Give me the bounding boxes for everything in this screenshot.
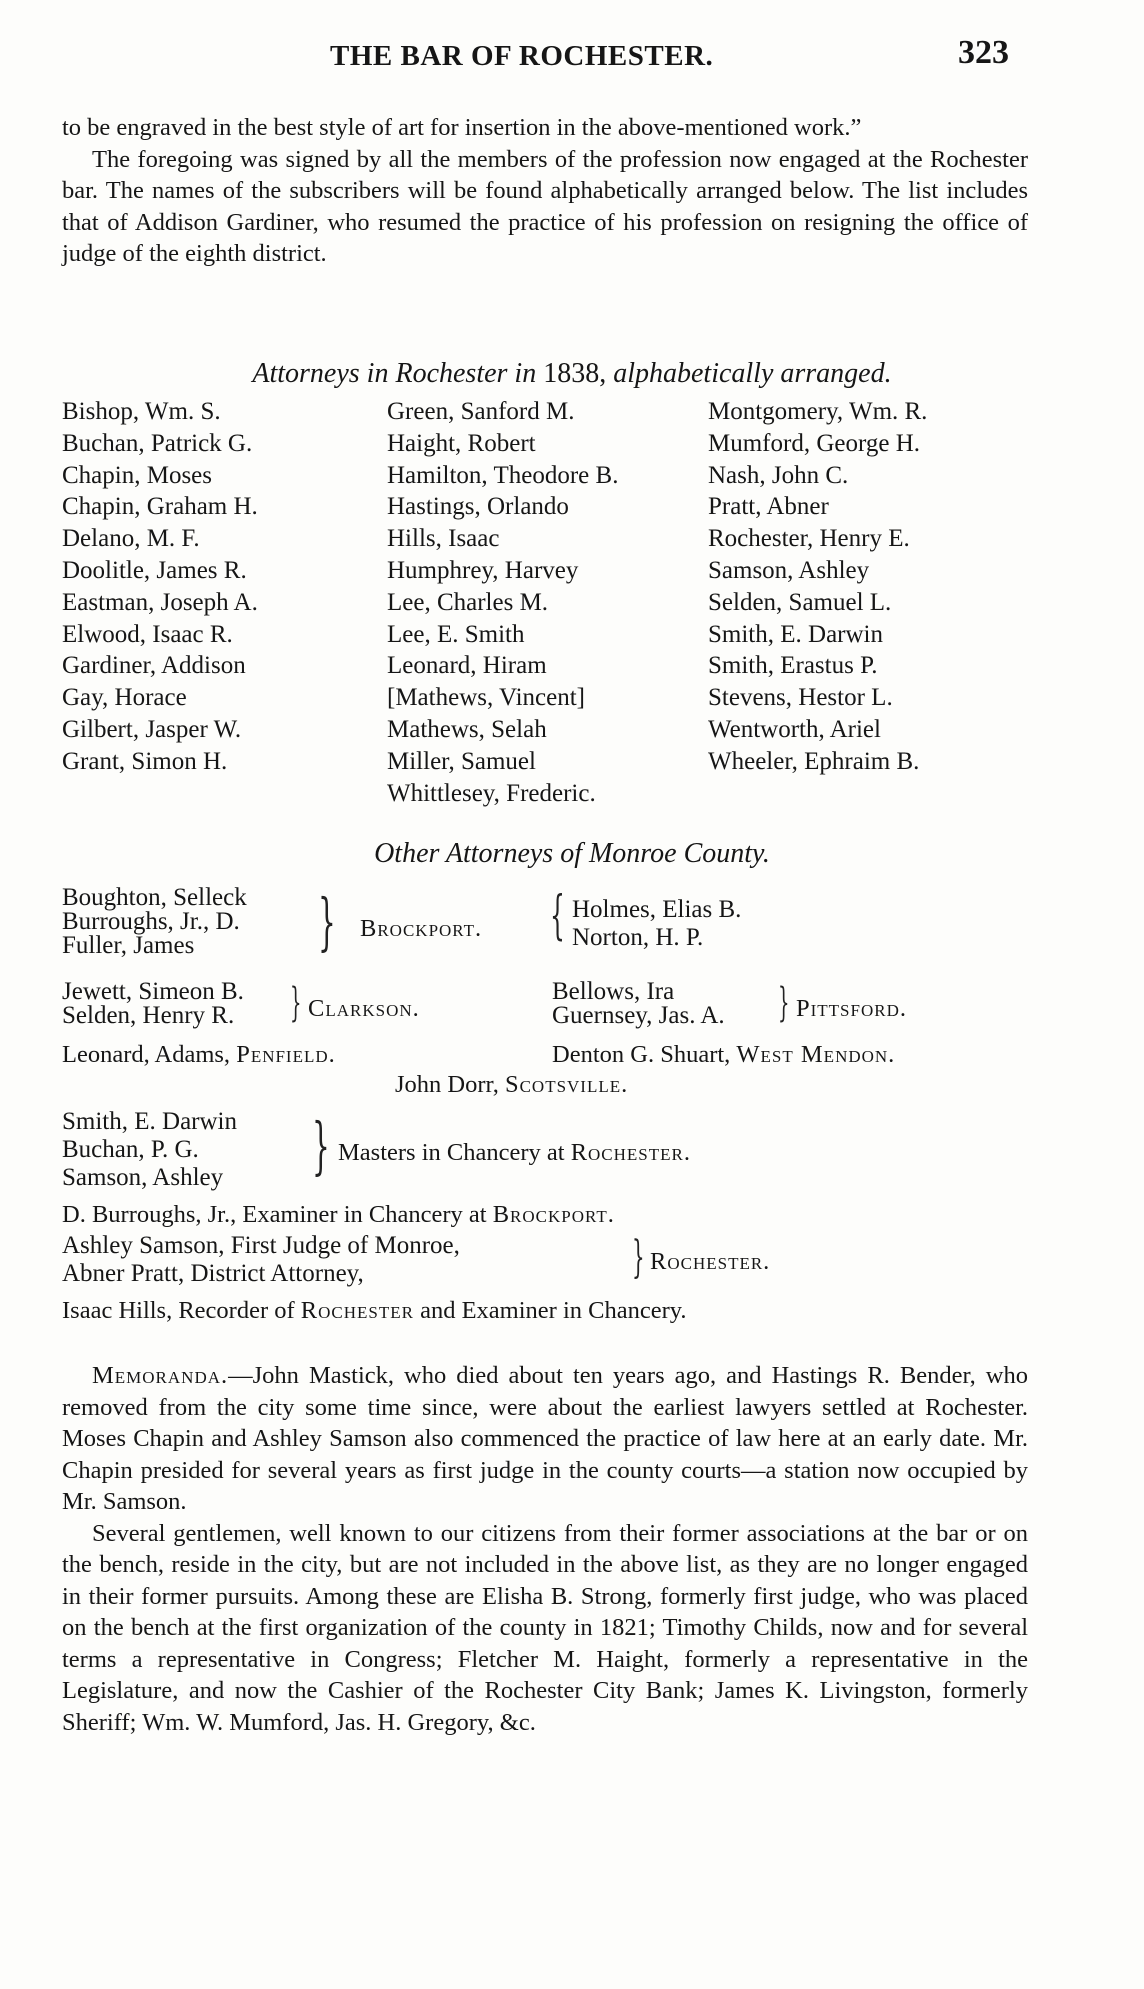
list-item: Mumford, George H. — [708, 429, 920, 457]
list-item: Gardiner, Addison — [62, 652, 246, 680]
list-item: Holmes, Elias B. — [572, 896, 742, 923]
intro-text — [62, 112, 1028, 270]
list-item: Boughton, Selleck — [62, 884, 247, 911]
list-item: Stevens, Hestor L. — [708, 684, 893, 712]
mendon-entry: Denton G. Shuart, West Mendon. — [552, 1041, 896, 1068]
list-item: Wheeler, Ephraim B. — [708, 747, 920, 775]
list-item: Hastings, Orlando — [387, 493, 569, 521]
list-item: Smith, E. Darwin — [708, 620, 883, 648]
list-item: Montgomery, Wm. R. — [708, 398, 928, 425]
list-item: Doolitle, James R. — [62, 556, 247, 584]
list-item: Humphrey, Harvey — [387, 556, 579, 584]
list-item: Nash, John C. — [708, 461, 849, 489]
right-brace-icon: } — [318, 885, 336, 958]
list-item: Jewett, Simeon B. — [62, 978, 244, 1005]
pittsford-place: Pittsford. — [796, 995, 907, 1022]
list-item: Fuller, James — [62, 932, 195, 959]
masters-names — [62, 1108, 237, 1192]
list-item: Elwood, Isaac R. — [62, 620, 233, 648]
list-item: [Mathews, Vincent] — [387, 684, 585, 712]
intro-paragraph-2: The foregoing was signed by all the members of the profession now engaged at the Rochester bar. The names of the subscribers will be found alphabetically arranged below. The list includes that of Addison Gardiner, who resumed the practice of his profession on resigning the office of judge of the eighth district. — [62, 145, 1028, 267]
attorney-column-2 — [387, 396, 618, 809]
list-item: Whittlesey, Frederic. — [387, 779, 596, 807]
list-item: Smith, E. Darwin — [62, 1108, 237, 1135]
list-item: Delano, M. F. — [62, 525, 200, 553]
list-item: Bellows, Ira — [552, 978, 675, 1005]
brockport-place: Brockport. — [360, 915, 483, 942]
list-item: Gilbert, Jasper W. — [62, 715, 242, 743]
right-brace-icon: } — [290, 980, 302, 1026]
list-item: Norton, H. P. — [572, 924, 704, 951]
examiner-entry: D. Burroughs, Jr., Examiner in Chancery at Brockport. — [62, 1201, 615, 1228]
list-item: Rochester, Henry E. — [708, 525, 910, 553]
attorney-column-3 — [708, 396, 927, 778]
memoranda-text — [62, 1360, 1028, 1738]
attorney-column-1 — [62, 396, 258, 778]
page-number: 323 — [958, 34, 1009, 71]
list-item: Lee, Charles M. — [387, 588, 549, 616]
brockport-names-left — [62, 886, 247, 958]
monroe-attorneys-heading: Other Attorneys of Monroe County. — [374, 838, 770, 869]
right-brace-icon: } — [778, 980, 790, 1026]
list-item: Selden, Samuel L. — [708, 588, 892, 616]
list-item: Chapin, Moses — [62, 461, 212, 489]
intro-paragraph-1: to be engraved in the best style of art for insertion in the above-mentioned work.” — [62, 114, 862, 141]
right-brace-icon: } — [632, 1232, 645, 1283]
list-item: Samson, Ashley — [62, 1164, 224, 1191]
list-item: Gay, Horace — [62, 684, 187, 712]
list-item: Bishop, Wm. S. — [62, 398, 221, 425]
list-item: Buchan, Patrick G. — [62, 429, 253, 457]
list-item: Leonard, Hiram — [387, 652, 547, 680]
judge-names — [62, 1232, 460, 1288]
list-item: Lee, E. Smith — [387, 620, 525, 648]
list-item: Mathews, Selah — [387, 715, 547, 743]
list-item: Chapin, Graham H. — [62, 493, 258, 521]
penfield-entry: Leonard, Adams, Penfield. — [62, 1041, 336, 1068]
list-item: Buchan, P. G. — [62, 1136, 199, 1163]
list-item: Eastman, Joseph A. — [62, 588, 258, 616]
right-brace-icon: } — [312, 1109, 330, 1182]
list-item: Pratt, Abner — [708, 493, 829, 521]
masters-entry: Masters in Chancery at Rochester. — [338, 1139, 691, 1166]
memoranda-paragraph-1: Memoranda.—John Mastick, who died about ten years ago, and Hastings R. Bender, who removed from the city some time since, were about the earliest lawyers settled at Rochester. Moses Chapin and Ashley Samson also commenced the practice of law here at an early date. Mr. Chapin presided for several years as first judge in the county courts—a station now occupied by Mr. Samson. — [62, 1362, 1028, 1515]
list-item: Wentworth, Ariel — [708, 715, 881, 743]
list-item: Smith, Erastus P. — [708, 652, 878, 680]
left-brace-icon: { — [550, 886, 565, 946]
clarkson-names — [62, 980, 244, 1028]
brockport-names-right — [572, 896, 741, 952]
list-item: Samson, Ashley — [708, 556, 870, 584]
list-item: Guernsey, Jas. A. — [552, 1002, 725, 1029]
scotsville-entry: John Dorr, Scotsville. — [395, 1071, 629, 1098]
list-item: Haight, Robert — [387, 429, 536, 457]
list-item: Ashley Samson, First Judge of Monroe, — [62, 1232, 460, 1259]
list-item: Selden, Henry R. — [62, 1002, 235, 1029]
clarkson-place: Clarkson. — [308, 995, 420, 1022]
list-item: Miller, Samuel — [387, 747, 536, 775]
list-item: Green, Sanford M. — [387, 398, 575, 425]
list-item: Burroughs, Jr., D. — [62, 908, 240, 935]
page-header — [0, 34, 1144, 84]
running-title: THE BAR OF ROCHESTER. — [330, 40, 714, 72]
memoranda-paragraph-2: Several gentlemen, well known to our citizens from their former associations at the bar or on the bench, reside in the city, but are not included in the above list, as they are no longer engaged in their former pursuits. Among these are Elisha B. Strong, formerly first judge, who was placed on the bench at the first organization of the county in 1821; Timothy Childs, now and for several terms a representative in Congress; Fletcher M. Haight, formerly a representative in the Legislature, and now the Cashier of the Rochester City Bank; James K. Livingston, formerly Sheriff; Wm. W. Mumford, Jas. H. Gregory, &c. — [62, 1519, 1028, 1736]
pittsford-names — [552, 980, 725, 1028]
list-item: Abner Pratt, District Attorney, — [62, 1260, 364, 1287]
judge-place: Rochester. — [650, 1248, 771, 1275]
list-item: Hamilton, Theodore B. — [387, 461, 619, 489]
recorder-entry: Isaac Hills, Recorder of Rochester and Examiner in Chancery. — [62, 1297, 687, 1324]
list-item: Hills, Isaac — [387, 525, 500, 553]
rochester-attorneys-heading: Attorneys in Rochester in 1838, alphabetically arranged. — [252, 358, 892, 389]
list-item: Grant, Simon H. — [62, 747, 228, 775]
